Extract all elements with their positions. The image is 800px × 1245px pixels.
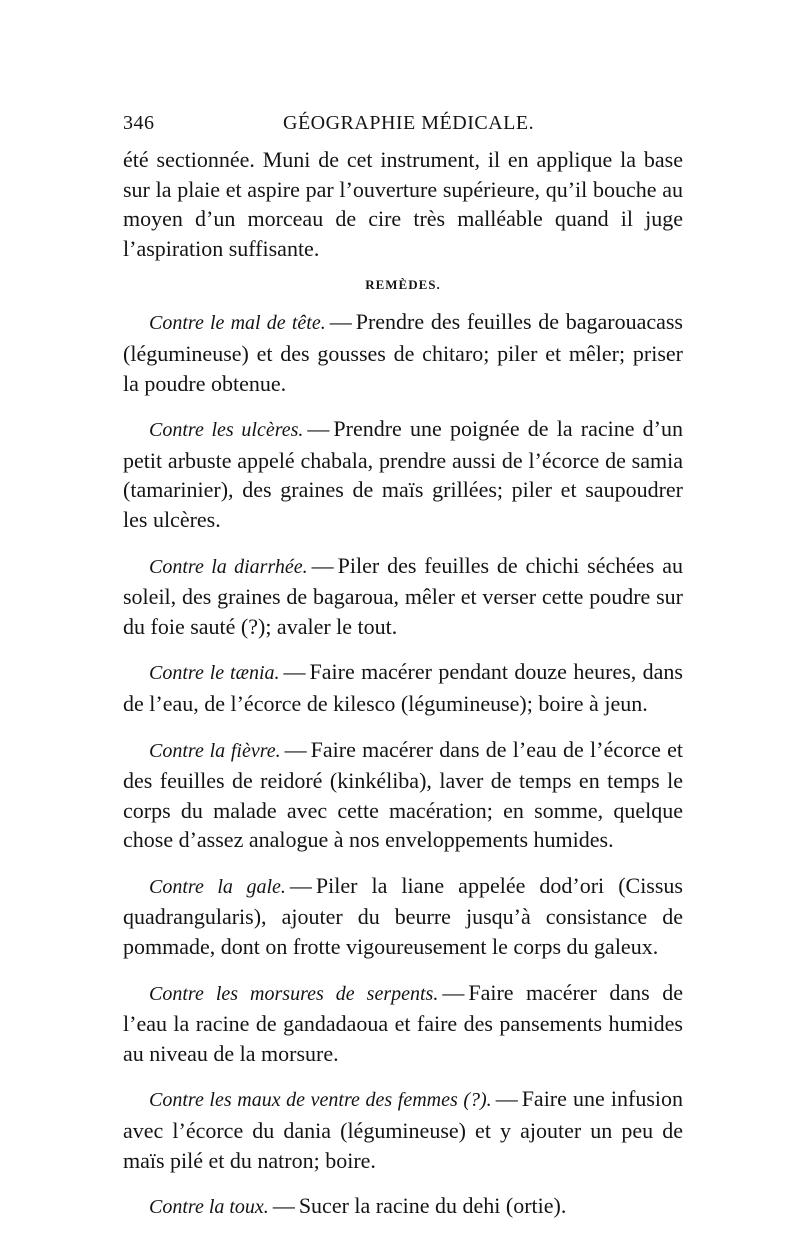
remedy-heading: Contre les maux de ventre des femmes (?). [149,1089,492,1112]
remedy-text: Faire macérer pendant douze heures, dans de l’eau, de l’écorce de kilesco (légumineuse); boire à jeun. [123,659,683,716]
remedy-text: Piler des feuilles de chichi séchées au soleil, des graines de bagaroua, mêler et verser cette poudre sur du foie sauté (?); avaler le tout. [123,552,683,639]
remedy-paragraph [123,657,683,718]
remedy-heading: Contre la fièvre. [149,739,281,762]
section-title: REMÈDES. [365,277,441,293]
remedy-heading: Contre la diarrhée. [149,555,308,578]
remedy-heading: Contre le tænia. [149,662,280,685]
remedy-text: Faire macérer dans de l’eau la racine de gandadaoua et faire des pansements humides au niveau de la morsure. [123,979,684,1066]
remedy-paragraph [123,414,683,534]
remedy-heading: Contre la gale. [149,875,286,898]
page-number: 346 [123,112,155,134]
remedy-list [123,307,683,1222]
remedy-paragraph [123,1191,683,1223]
remedy-dash: — [272,1193,295,1219]
remedy-dash: — [329,309,352,335]
remedy-paragraph [123,978,683,1069]
remedy-paragraph [123,1084,683,1175]
remedy-paragraph [123,307,683,398]
remedy-heading: Contre le mal de tête. [149,312,326,335]
remedy-paragraph [123,551,683,642]
page-header [123,112,683,142]
remedy-text: Faire macérer dans de l’eau de l’écorce et des feuilles de reidoré (kinkéliba), laver de temps en temps le corps du malade avec cette macération; en somme, quelque chose d’assez analogue à nos enveloppements humides. [123,736,683,853]
remedy-heading: Contre la toux. [149,1196,269,1219]
running-title: GÉOGRAPHIE MÉDICALE. [283,112,535,134]
intro-paragraph: été sectionnée. Muni de cet instrument, il en applique la base sur la plaie et aspire par l’ouverture supérieure, qu’il bouche au moyen d’un morceau de cire très malléable quand il juge l’aspiration suffisante. [123,147,683,261]
remedy-heading: Contre les ulcères. [149,419,304,442]
remedy-dash: — [283,659,306,685]
book-page [123,112,683,1239]
remedy-dash: — [284,736,307,762]
remedy-text: Faire une infusion avec l’écorce du dania (légumineuse) et y ajouter un peu de maïs pilé et du natron; boire. [123,1086,683,1173]
remedy-dash: — [311,552,334,578]
remedy-dash: — [307,416,330,442]
remedy-text: Prendre une poignée de la racine d’un petit arbuste appelé chabala, prendre aussi de l’écorce de samia (tamarinier), des graines de maïs grillées; piler et saupoudrer les ulcères. [123,416,683,532]
remedy-dash: — [495,1086,518,1112]
remedy-dash: — [442,979,465,1005]
remedy-paragraph [123,735,683,855]
remedy-text: Piler la liane appelée dod’ori (Cissus quadrangularis), ajouter du beurre jusqu’à consistance de pommade, dont on frotte vigoureusement le corps du galeux. [123,872,683,960]
remedy-dash: — [289,872,312,898]
remedy-heading: Contre les morsures de serpents. [149,982,439,1005]
remedy-text: Sucer la racine du dehi (ortie). [298,1193,567,1219]
remedy-text: Prendre des feuilles de bagarouacass (légumineuse) et des gousses de chitaro; piler et mêler; priser la poudre obtenue. [123,309,683,396]
remedy-paragraph [123,871,683,962]
